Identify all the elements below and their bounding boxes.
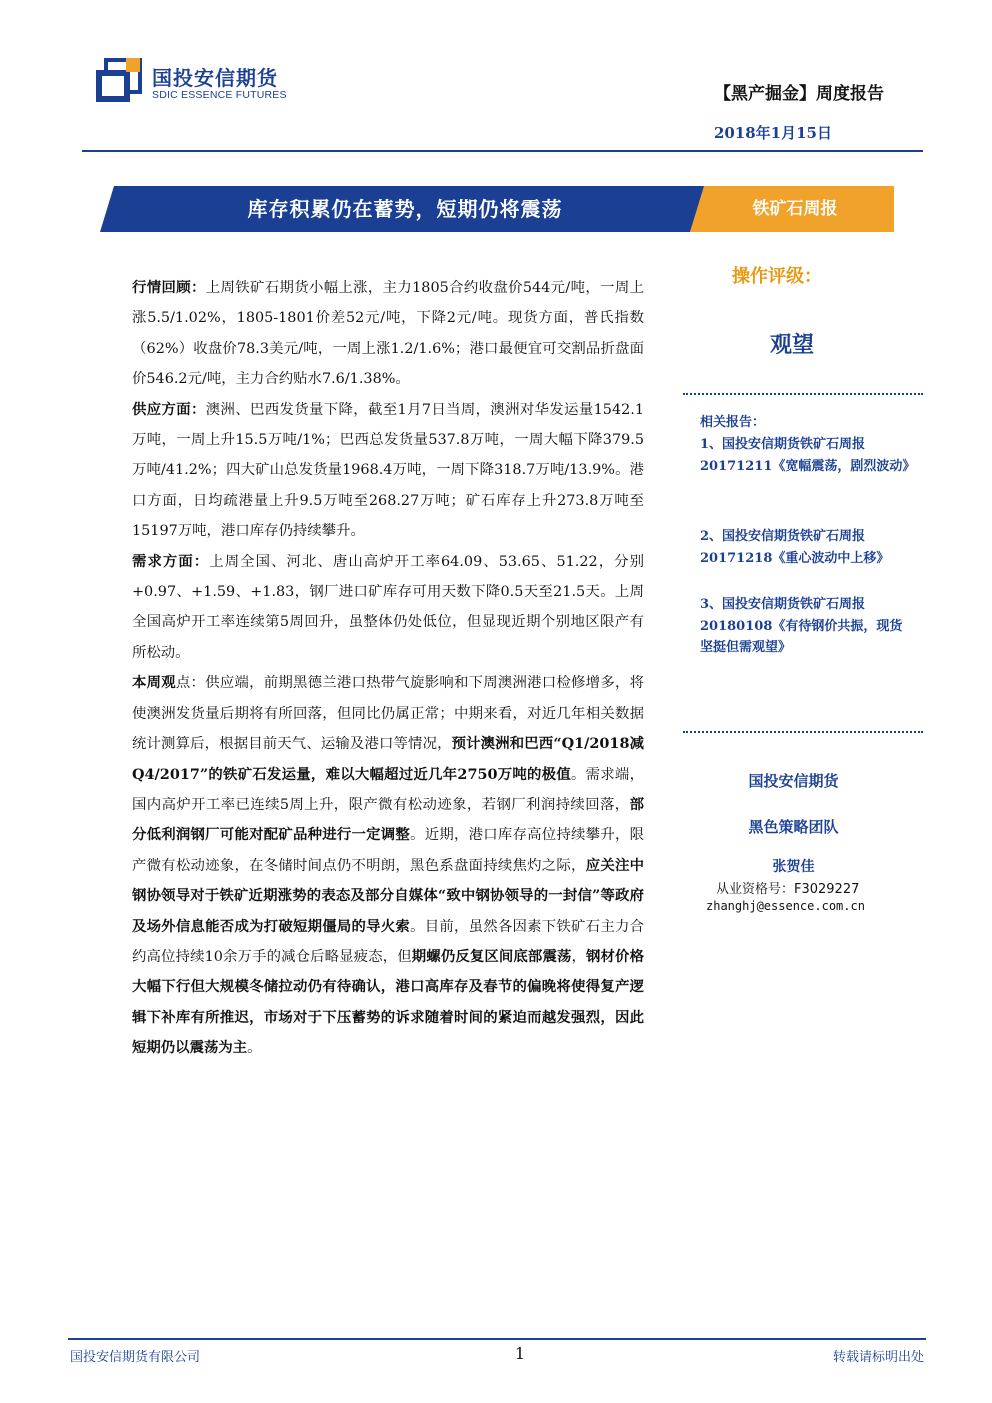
section-label: 本周观 (132, 674, 176, 692)
view-highlight: 部分低利润钢厂可能对配矿品种进行一定调整 (132, 795, 644, 844)
section-text: 上周铁矿石期货小幅上涨，主力1805合约收盘价544元/吨，一周上涨5.5/1.02%，1805-1801价差52元/吨，下降2元/吨。现货方面，普氏指数（62%）收盘价78.3美元/吨，一周上涨1.2/1.6%；港口最便宜可交割品折盘面价546.2元/吨，主力合约贴水7.6/1.38%。 (132, 280, 644, 388)
view-text: 。 (247, 1040, 262, 1057)
weekly-view-paragraph (132, 668, 644, 1063)
section-text: 上周全国、河北、唐山高炉开工率64.09、53.65、51.22，分别+0.97、+1.59、+1.83，钢厂进口矿库存可用天数下降0.5天至21.5天。上周全国高炉开工率连续第5周回升，虽整体仍处低位，但显现近期个别地区限产有所松动。 (132, 553, 644, 661)
supply-paragraph (132, 395, 644, 547)
report-date: 2018年1月15日 (713, 124, 832, 142)
related-reports-title: 相关报告： (700, 415, 766, 430)
rating-label: 操作评级： (732, 266, 822, 287)
view-text: ， (571, 948, 587, 965)
section-label: 供应方面： (132, 400, 206, 418)
view-highlight: 应关注中钢协领导对于铁矿近期涨势的表态及部分自媒体“致中钢协领导的一封信”等政府及场外信息能否成为打破短期僵局的导火索 (132, 856, 644, 935)
related-report-item[interactable]: 2、国投安信期货铁矿石周报20171218《重心波动中上移》 (700, 529, 890, 566)
view-highlight: 期螺仍反复区间底部震荡 (411, 947, 572, 965)
footer-company: 国投安信期货有限公司 (70, 1350, 201, 1365)
report-category: 铁矿石周报 (752, 199, 838, 219)
demand-paragraph (132, 547, 644, 669)
page-number: 1 (514, 1344, 526, 1363)
related-report-item[interactable]: 3、国投安信期货铁矿石周报20180108《有待钢价共振，现货坚挺但需观望》 (700, 597, 903, 655)
report-body (132, 273, 644, 1064)
brand-name-en: SDIC ESSENCE FUTURES (152, 89, 287, 101)
section-label-tail: 点： (175, 675, 206, 692)
brand-name-cn: 国投安信期货 (152, 66, 278, 90)
view-highlight: 钢材价格大幅下行但大规模冬储拉动仍有待确认，港口高库存及春节的偏晚将使得复产逻辑下补库有所推迟，市场对于下压蓄势的诉求随着时间的紧迫而越发强烈，因此短期仍以震荡为主 (132, 947, 644, 1057)
report-series-title: 【黑产掘金】周度报告 (714, 84, 884, 104)
footer-divider (68, 1338, 926, 1340)
sidebar-divider (683, 731, 923, 733)
view-text: 。目前，虽然各因素下铁矿石主力合约高位持续10余万手的减仓后略显疲态，但 (132, 918, 644, 965)
related-report-item[interactable]: 1、国投安信期货铁矿石周报20171211《宽幅震荡，剧烈波动》 (700, 437, 916, 474)
rating-value: 观望 (770, 333, 815, 358)
analyst-name: 张贺佳 (772, 859, 815, 875)
header-divider (82, 150, 923, 152)
view-text: 。近期，港口库存高位持续攀升，限产微有松动迹象，在冬储时间点仍不明朗，黑色系盘面持续焦灼之际， (132, 827, 644, 874)
sidebar-divider (683, 393, 923, 395)
team-name: 黑色策略团队 (748, 818, 839, 836)
footer-note: 转载请标明出处 (832, 1350, 924, 1365)
section-label: 行情回顾： (132, 279, 206, 296)
analyst-license: 从业资格号：F3029227 (716, 882, 860, 897)
view-highlight: 预计澳洲和巴西“Q1/2018减Q4/2017”的铁矿石发运量，难以大幅超过近几年2750万吨的极值 (132, 735, 644, 783)
analyst-email-link[interactable]: zhanghj@essence.com.cn (706, 899, 865, 913)
view-text: 。需求端，国内高炉开工率已连续5周上升，限产微有松动迹象，若钢厂利润持续回落， (132, 766, 644, 813)
market-review-paragraph (132, 273, 644, 395)
company-logo-icon (96, 58, 142, 102)
view-text: 供应端，前期黑德兰港口热带气旋影响和下周澳洲港口检修增多，将使澳洲发货量后期将有所回落，但同比仍属正常；中期来看，对近几年相关数据统计测算后，根据目前天气、运输及港口等情况， (132, 675, 644, 753)
team-company: 国投安信期货 (748, 772, 839, 790)
report-headline: 库存积累仍在蓄势，短期仍将震荡 (247, 197, 563, 221)
section-label: 需求方面： (132, 552, 210, 570)
section-text: 澳洲、巴西发货量下降，截至1月7日当周，澳洲对华发运量1542.1万吨，一周上升15.5万吨/1%；巴西总发货量537.8万吨，一周大幅下降379.5万吨/41.2%；四大矿山总发货量1968.4万吨，一周下降318.7万吨/13.9%。港口方面，日均疏港量上升9.5万吨至268.27万吨；矿石库存上升273.8万吨至15197万吨，港口库存仍持续攀升。 (132, 401, 644, 540)
